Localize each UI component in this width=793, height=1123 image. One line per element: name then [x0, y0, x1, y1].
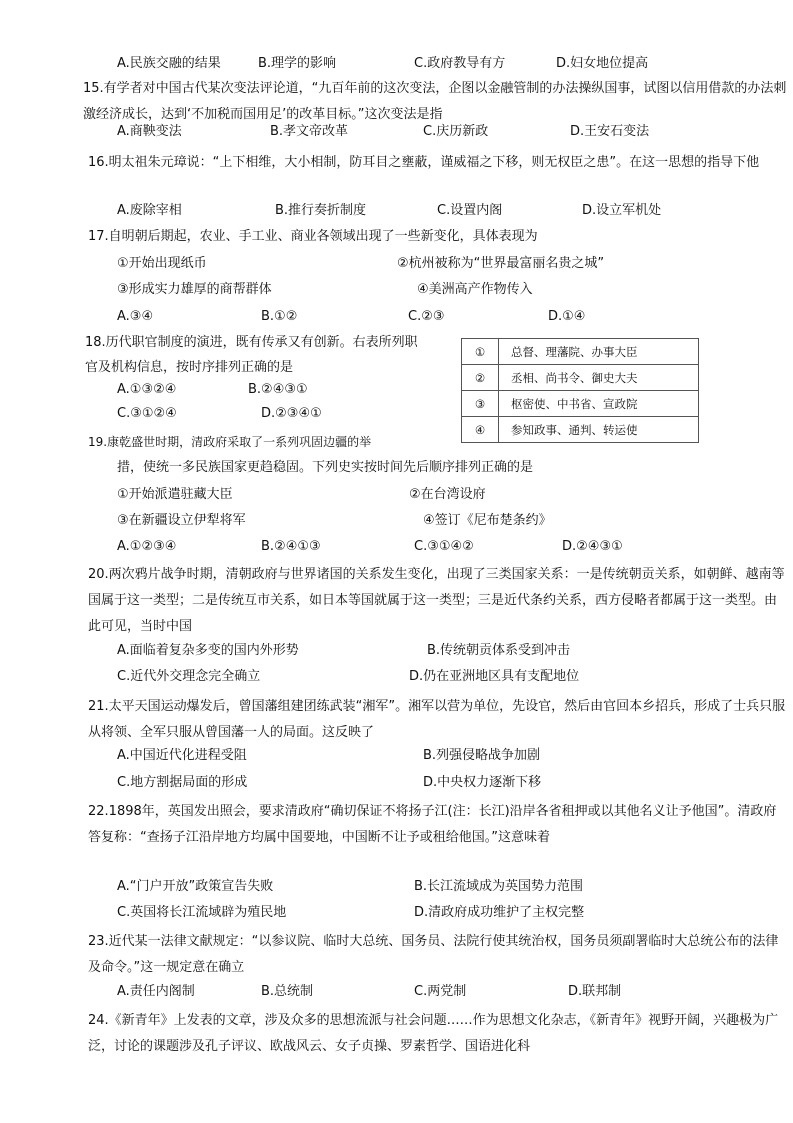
table-cell-text: 丞相、尚书令、御史大夫: [499, 365, 699, 391]
q18-official-table: [461, 338, 699, 443]
q14-options: [0, 56, 793, 72]
q17-option-c: C.②③: [408, 309, 445, 324]
q20-stem: 20.两次鸦片战争时期，清朝政府与世界诸国的关系发生变化，出现了三类国家关系：一是传统朝贡关系，如朝鲜、越南等国属于这一类型；二是传统互市关系，如日本等国就属于这一类型；三是近代条约关系，西方侵略者都属于这一类型。由此可见，当时中国: [88, 567, 785, 634]
q18-option-b: B.②④③①: [248, 382, 308, 397]
q19-items-row2: [0, 513, 793, 529]
q19-stem-line1: 19.康乾盛世时期，清政府采取了一系列巩固边疆的举: [88, 435, 372, 449]
q16-option-d: D.设立军机处: [582, 203, 662, 218]
q23-option-c: C.两党制: [414, 984, 467, 999]
table-row: [462, 365, 699, 391]
q19-item-1: ①开始派遣驻藏大臣: [117, 487, 233, 502]
q17-items-row2: [0, 282, 793, 298]
q15-option-c: C.庆历新政: [423, 124, 489, 139]
q20-option-d: D.仍在亚洲地区具有支配地位: [409, 669, 580, 684]
q17-option-d: D.①④: [548, 309, 586, 324]
q16-stem: 16.明太祖朱元璋说：“上下相维，大小相制，防耳目之壅蔽，谨威福之下移，则无权臣之患”。在这一思想的指导下他: [88, 155, 760, 170]
q14-option-c: C.政府教导有方: [414, 56, 506, 71]
q19-option-b: B.②④①③: [261, 539, 321, 554]
q16-option-c: C.设置内阁: [437, 203, 503, 218]
q18-option-c: C.③①②④: [117, 406, 177, 421]
q15-option-a: A.商鞅变法: [117, 124, 182, 139]
q17-item-1: ①开始出现纸币: [117, 256, 207, 271]
q19-items-row1: [0, 487, 793, 503]
q14-option-d: D.妇女地位提高: [556, 56, 649, 71]
table-row: [462, 391, 699, 417]
q15-option-d: D.王安石变法: [570, 124, 650, 139]
table-cell-text: 总督、理藩院、办事大臣: [499, 339, 699, 365]
q18-option-d: D.②③④①: [261, 406, 322, 421]
q17-item-3: ③形成实力雄厚的商帮群体: [117, 282, 272, 297]
q16-options: [0, 203, 793, 219]
table-cell-number: ④: [462, 417, 499, 443]
q22-options-row1: [0, 879, 793, 895]
q20-option-a: A.面临着复杂多变的国内外形势: [117, 643, 299, 658]
q21-option-d: D.中央权力逐渐下移: [423, 775, 542, 790]
q22-stem: 22.1898年，英国发出照会，要求清政府“确切保证不将扬子江(注：长江)沿岸各省租押或以其他名义让予他国”。清政府答复称：“查扬子江沿岸地方均属中国要地，中国断不让予或租给他国。”这意味着: [88, 804, 777, 845]
q22-option-d: D.清政府成功维护了主权完整: [414, 905, 585, 920]
table-cell-text: 枢密使、中书省、宣政院: [499, 391, 699, 417]
q15-stem: 15.有学者对中国古代某次变法评论道，“九百年前的这次变法，企图以金融管制的办法操纵国事，试图以信用借款的办法刺激经济成长，达到‘不加税而国用足’的改革目标。”这次变法是指: [83, 81, 787, 122]
q17-option-a: A.③④: [117, 309, 154, 324]
q14-option-a: A.民族交融的结果: [117, 56, 221, 71]
q24-stem: 24.《新青年》上发表的文章，涉及众多的思想流派与社会问题……作为思想文化杂志，《新青年》视野开阔，兴趣极为广泛，讨论的课题涉及孔子评议、欧战风云、女子贞操、罗素哲学、国语进化科: [88, 1013, 779, 1054]
q19-option-d: D.②④③①: [562, 539, 623, 554]
q15-option-b: B.孝文帝改革: [270, 124, 349, 139]
table-cell-number: ②: [462, 365, 499, 391]
q21-options-row1: [0, 748, 793, 764]
q18-stem-line2: 官及机构信息，按时序排列正确的是: [85, 360, 294, 375]
q22-option-c: C.英国将长江流域辟为殖民地: [117, 905, 287, 920]
q21-option-a: A.中国近代化进程受阻: [117, 748, 247, 763]
q15-options: [0, 124, 793, 140]
q23-option-d: D.联邦制: [568, 984, 622, 999]
q19-options: [0, 539, 793, 555]
q22-option-a: A.“门户开放”政策宣告失败: [117, 879, 274, 894]
q20-option-c: C.近代外交理念完全确立: [117, 669, 261, 684]
q18-stem-line1: 18.历代职官制度的演进，既有传承又有创新。右表所列职: [85, 335, 418, 350]
table-cell-text: 参知政事、通判、转运使: [499, 417, 699, 443]
q17-options: [0, 309, 793, 325]
q17-option-b: B.①②: [261, 309, 298, 324]
q22-option-b: B.长江流域成为英国势力范围: [414, 879, 584, 894]
q20-options-row1: [0, 643, 793, 659]
q19-stem-line2: 措，使统一多民族国家更趋稳固。下列史实按时间先后顺序排列正确的是: [117, 460, 534, 475]
q21-stem: 21.太平天国运动爆发后，曾国藩组建团练武装“湘军”。湘军以营为单位，先设官，然后由官回本乡招兵，形成了士兵只服从将领、全军只服从曾国藩一人的局面。这反映了: [88, 699, 786, 740]
q19-item-2: ②在台湾设府: [409, 487, 486, 502]
q17-stem: 17.自明朝后期起，农业、手工业、商业各领域出现了一些新变化，具体表现为: [88, 229, 538, 244]
q23-option-a: A.责任内阁制: [117, 984, 195, 999]
q16-option-b: B.推行奏折制度: [275, 203, 367, 218]
table-row: [462, 417, 699, 443]
table-row: [462, 339, 699, 365]
q19-item-4: ④签订《尼布楚条约》: [423, 513, 552, 528]
q21-option-b: B.列强侵略战争加剧: [423, 748, 541, 763]
table-cell-number: ①: [462, 339, 499, 365]
table-cell-number: ③: [462, 391, 499, 417]
q20-options-row2: [0, 669, 793, 685]
q17-item-2: ②杭州被称为“世界最富丽名贵之城”: [397, 256, 605, 271]
q17-item-4: ④美洲高产作物传入: [417, 282, 533, 297]
q23-option-b: B.总统制: [261, 984, 314, 999]
q23-stem: 23.近代某一法律文献规定：“以参议院、临时大总统、国务员、法院行使其统治权，国务员须副署临时大总统公布的法律及命令。”这一规定意在确立: [88, 934, 779, 975]
q18-option-a: A.①③②④: [117, 382, 177, 397]
q19-option-a: A.①②③④: [117, 539, 177, 554]
q21-options-row2: [0, 775, 793, 791]
q17-items-row1: [0, 256, 793, 272]
q19-item-3: ③在新疆设立伊犁将军: [117, 513, 246, 528]
q20-option-b: B.传统朝贡体系受到冲击: [427, 643, 571, 658]
q14-option-b: B.理学的影响: [258, 56, 337, 71]
q19-option-c: C.③①④②: [414, 539, 474, 554]
q22-options-row2: [0, 905, 793, 921]
q16-option-a: A.废除宰相: [117, 203, 182, 218]
q23-options: [0, 984, 793, 1000]
q21-option-c: C.地方割据局面的形成: [117, 775, 248, 790]
